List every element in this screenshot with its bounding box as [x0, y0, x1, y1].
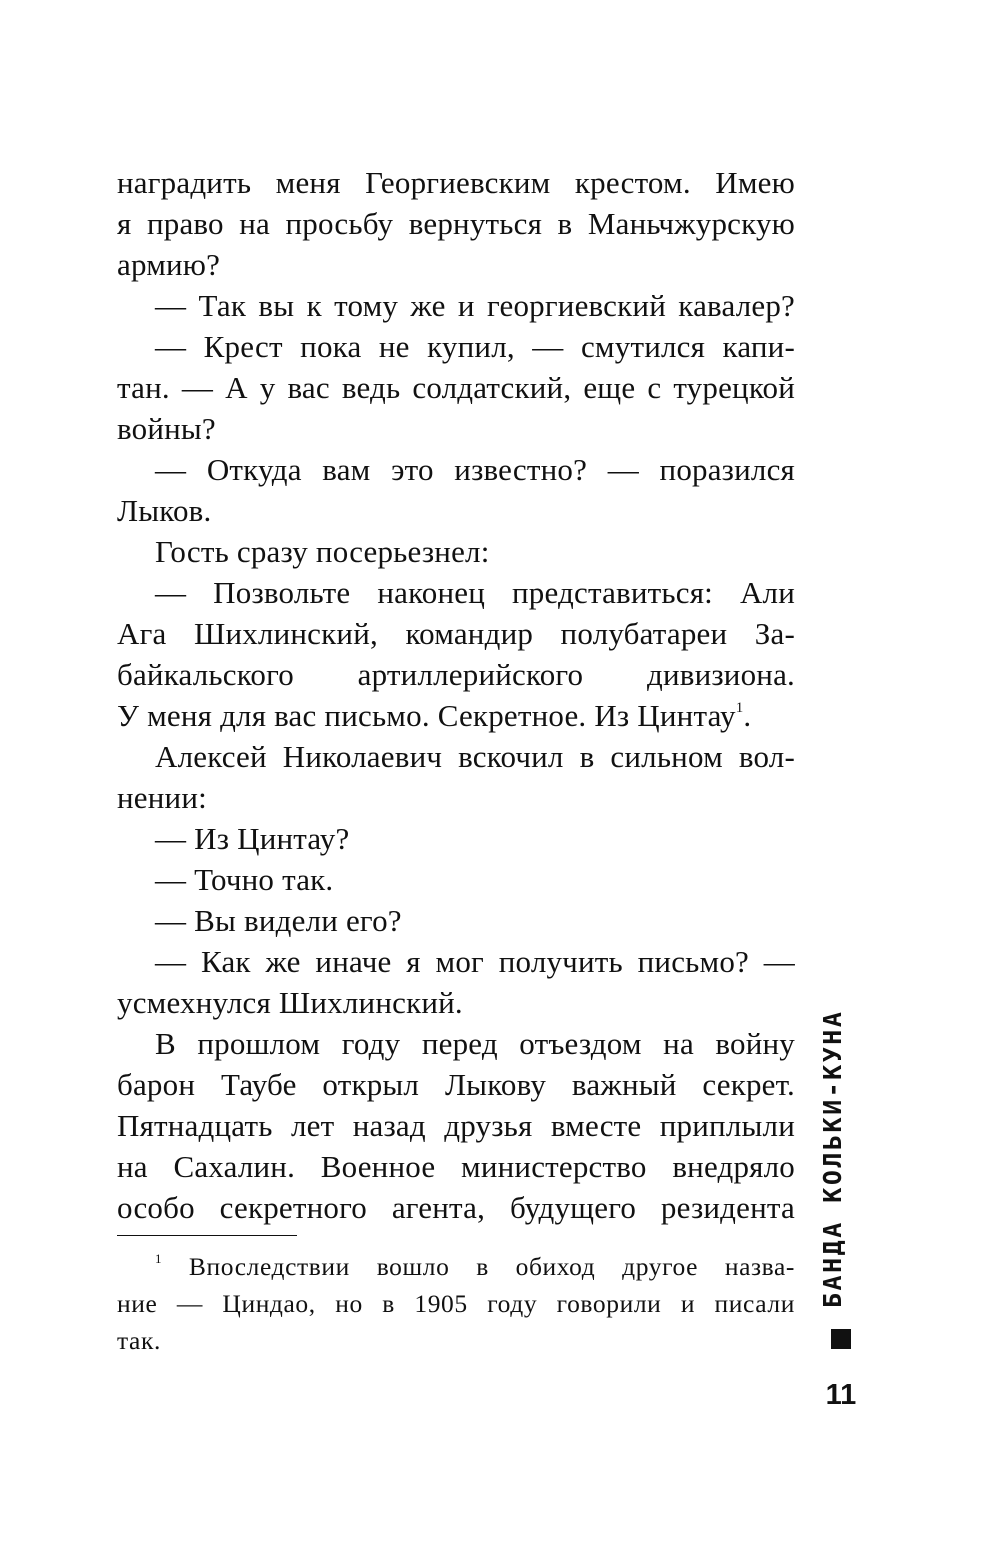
text-line: Ага Шихлинский, командир полубатареи За- — [117, 616, 795, 651]
text-line: В прошлом году перед отъездом на войну — [155, 1026, 795, 1061]
text-line: — Вы видели его? — [155, 903, 402, 938]
footnote — [117, 1248, 795, 1359]
text-line: тан. — А у вас ведь солдатский, еще с турецкой — [117, 370, 795, 405]
text-line: на Сахалин. Военное министерство внедряло — [117, 1149, 795, 1184]
text-line: наградить меня Георгиевским крестом. Имею — [117, 165, 795, 200]
text-line: войны? — [117, 411, 216, 446]
text-line: — Откуда вам это известно? — поразился — [155, 452, 795, 487]
text-line: нении: — [117, 780, 207, 815]
footnote-line: так. — [117, 1326, 161, 1355]
text-line: — Позвольте наконец представиться: Али — [155, 575, 795, 610]
sentence-period: . — [743, 698, 752, 733]
text-line: байкальского артиллерийского дивизиона. — [117, 657, 795, 692]
page-number: 11 — [825, 1379, 857, 1411]
text-line: Лыков. — [117, 493, 212, 528]
footnote-marker: 1 — [155, 1251, 163, 1266]
running-title-square-marker — [831, 1329, 851, 1349]
footnote-line: ние — Циндао, но в 1905 году говорили и писали — [117, 1289, 795, 1318]
main-text — [117, 162, 795, 1228]
text-line: Алексей Николаевич вскочил в сильном вол- — [155, 739, 795, 774]
text-line: Пятнадцать лет назад друзья вместе приплыли — [117, 1108, 795, 1143]
text-line: — Так вы к тому же и георгиевский кавалер? — [155, 288, 795, 323]
text-line-with-footnote-ref — [117, 695, 795, 736]
text-line: — Крест пока не купил, — смутился капи- — [155, 329, 795, 364]
text-line: особо секретного агента, будущего резидента — [117, 1190, 795, 1225]
footnote-separator — [117, 1235, 297, 1236]
footnote-line — [117, 1248, 795, 1285]
text-line: я право на просьбу вернуться в Маньчжурскую — [117, 206, 795, 241]
text-line: — Как же иначе я мог получить письмо? — — [155, 944, 795, 979]
text-line: барон Таубе открыл Лыкову важный секрет. — [117, 1067, 795, 1102]
text-line: армию? — [117, 247, 221, 282]
footnote-text: Впоследствии вошло в обиход другое назва- — [188, 1252, 795, 1281]
text-line: — Точно так. — [155, 862, 334, 897]
text-line: усмехнулся Шихлинский. — [117, 985, 463, 1020]
text-line: Гость сразу посерьезнел: — [155, 534, 490, 569]
text-line: — Из Цинтау? — [155, 821, 350, 856]
running-title: БАНДА КОЛЬКИ-КУНА — [818, 1009, 847, 1308]
footnote-ref-marker[interactable]: 1 — [735, 700, 744, 716]
text-line-content: У меня для вас письмо. Секретное. Из Цинтау — [117, 698, 736, 733]
